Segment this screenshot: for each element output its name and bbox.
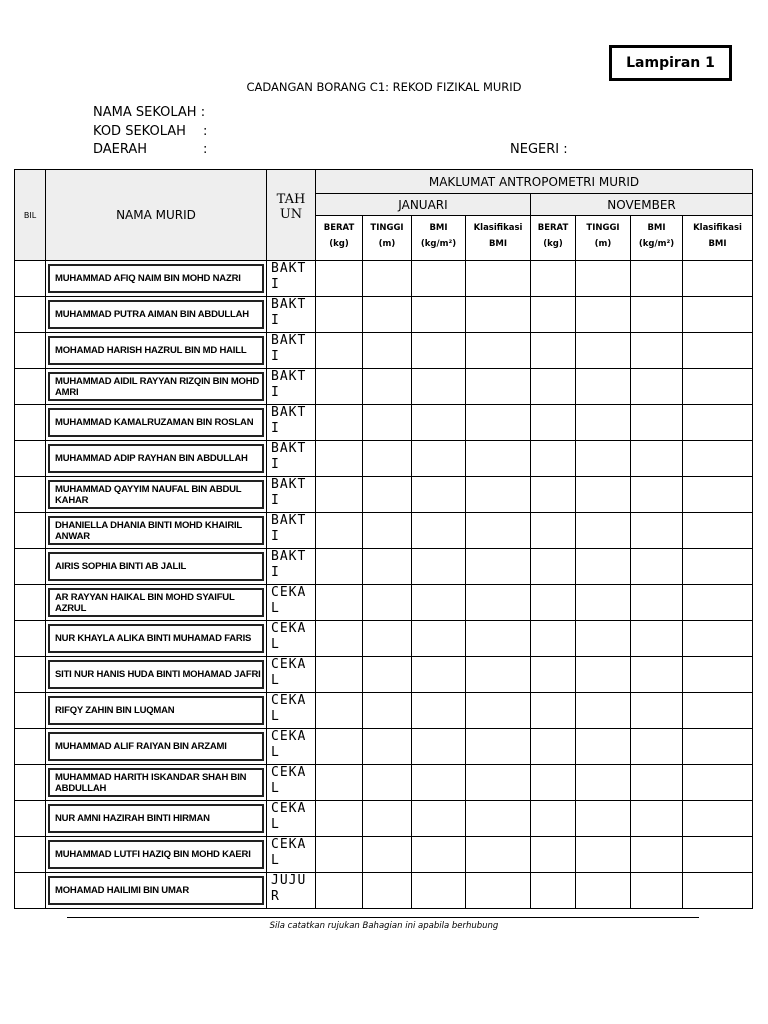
student-class: BAKTI [267, 513, 316, 549]
nov-berat-cell[interactable] [531, 477, 576, 513]
student-class: CEKAL [267, 729, 316, 765]
nov-tinggi-cell[interactable] [576, 765, 631, 801]
jan-berat-cell[interactable] [316, 441, 363, 477]
nov-bmi-cell[interactable] [631, 765, 683, 801]
student-name-cell [46, 441, 267, 477]
jan-bmi-cell[interactable] [412, 765, 466, 801]
student-name-cell [46, 261, 267, 297]
jan-tinggi-cell[interactable] [363, 729, 412, 765]
jan-bmi-cell[interactable] [412, 729, 466, 765]
jan-berat-cell[interactable] [316, 513, 363, 549]
student-name-cell [46, 513, 267, 549]
student-name: MUHAMMAD HARITH ISKANDAR SHAH BIN ABDULLAH [48, 768, 264, 797]
student-record-table [14, 169, 753, 909]
nov-bmi-cell[interactable] [631, 297, 683, 333]
nov-tinggi-cell[interactable] [576, 441, 631, 477]
nov-bmi-cell[interactable] [631, 621, 683, 657]
bil-cell [15, 693, 46, 729]
table-row [15, 837, 753, 873]
jan-bmi-cell[interactable] [412, 585, 466, 621]
student-class: BAKTI [267, 477, 316, 513]
table-row [15, 333, 753, 369]
jan-bmi-cell[interactable] [412, 873, 466, 909]
jan-berat-cell[interactable] [316, 297, 363, 333]
nov-bmi-cell[interactable] [631, 657, 683, 693]
table-row [15, 765, 753, 801]
nov-klasifikasi-cell[interactable] [683, 693, 753, 729]
nov-tinggi-cell[interactable] [576, 405, 631, 441]
nov-klasifikasi-cell[interactable] [683, 333, 753, 369]
nov-tinggi-cell[interactable] [576, 693, 631, 729]
jan-bmi-cell[interactable] [412, 333, 466, 369]
nov-bmi-cell[interactable] [631, 261, 683, 297]
jan-tinggi-cell[interactable] [363, 405, 412, 441]
bil-cell [15, 405, 46, 441]
nov-bmi-cell[interactable] [631, 837, 683, 873]
nov-klasifikasi-cell[interactable] [683, 297, 753, 333]
bil-cell [15, 657, 46, 693]
nov-berat-cell[interactable] [531, 657, 576, 693]
jan-bmi-cell[interactable] [412, 621, 466, 657]
table-row [15, 549, 753, 585]
jan-berat-cell[interactable] [316, 873, 363, 909]
student-class: CEKAL [267, 693, 316, 729]
nov-bmi-cell[interactable] [631, 333, 683, 369]
jan-tinggi-cell[interactable] [363, 801, 412, 837]
header-jan-klasifikasi: Klasifikasi BMI [466, 216, 531, 261]
nov-tinggi-cell[interactable] [576, 801, 631, 837]
nov-klasifikasi-cell[interactable] [683, 369, 753, 405]
header-jan-bmi: BMI (kg/m²) [412, 216, 466, 261]
nov-tinggi-cell[interactable] [576, 585, 631, 621]
student-name: MUHAMMAD AFIQ NAIM BIN MOHD NAZRI [48, 264, 264, 293]
jan-bmi-cell[interactable] [412, 513, 466, 549]
jan-berat-cell[interactable] [316, 585, 363, 621]
nov-berat-cell[interactable] [531, 765, 576, 801]
student-class: BAKTI [267, 261, 316, 297]
student-name: MUHAMMAD QAYYIM NAUFAL BIN ABDUL KAHAR [48, 480, 264, 509]
jan-klasifikasi-cell[interactable] [466, 513, 531, 549]
student-name-cell [46, 765, 267, 801]
student-name-cell [46, 693, 267, 729]
nov-tinggi-cell[interactable] [576, 837, 631, 873]
student-name: MUHAMMAD LUTFI HAZIQ BIN MOHD KAERI [48, 840, 264, 869]
footer-note: Sila catatkan rujukan Bahagian ini apabila berhubung [269, 921, 499, 931]
jan-klasifikasi-cell[interactable] [466, 621, 531, 657]
nov-bmi-cell[interactable] [631, 693, 683, 729]
table-row [15, 261, 753, 297]
jan-klasifikasi-cell[interactable] [466, 369, 531, 405]
jan-berat-cell[interactable] [316, 801, 363, 837]
student-name: MOHAMAD HAILIMI BIN UMAR [48, 876, 264, 905]
nov-klasifikasi-cell[interactable] [683, 621, 753, 657]
table-row [15, 369, 753, 405]
student-name: NUR KHAYLA ALIKA BINTI MUHAMAD FARIS [48, 624, 264, 653]
jan-berat-cell[interactable] [316, 477, 363, 513]
jan-klasifikasi-cell[interactable] [466, 585, 531, 621]
header-maklumat: MAKLUMAT ANTROPOMETRI MURID [316, 170, 753, 194]
jan-klasifikasi-cell[interactable] [466, 765, 531, 801]
table-row [15, 729, 753, 765]
bil-cell [15, 369, 46, 405]
student-name-cell [46, 297, 267, 333]
nov-tinggi-cell[interactable] [576, 873, 631, 909]
student-class: BAKTI [267, 369, 316, 405]
nov-tinggi-cell[interactable] [576, 657, 631, 693]
jan-tinggi-cell[interactable] [363, 333, 412, 369]
nov-klasifikasi-cell[interactable] [683, 837, 753, 873]
nov-bmi-cell[interactable] [631, 477, 683, 513]
header-bil: BIL [15, 170, 46, 261]
student-class: BAKTI [267, 405, 316, 441]
bil-cell [15, 729, 46, 765]
jan-bmi-cell[interactable] [412, 693, 466, 729]
header-januari: JANUARI [316, 194, 531, 216]
nov-klasifikasi-cell[interactable] [683, 585, 753, 621]
nov-bmi-cell[interactable] [631, 873, 683, 909]
student-class: CEKAL [267, 801, 316, 837]
table-row [15, 585, 753, 621]
nov-tinggi-cell[interactable] [576, 333, 631, 369]
jan-berat-cell[interactable] [316, 261, 363, 297]
nov-berat-cell[interactable] [531, 801, 576, 837]
nama-sekolah-field: NAMA SEKOLAH : [93, 105, 206, 120]
nov-klasifikasi-cell[interactable] [683, 477, 753, 513]
student-name-cell [46, 405, 267, 441]
bil-cell [15, 801, 46, 837]
student-name: MUHAMMAD AIDIL RAYYAN RIZQIN BIN MOHD AMRI [48, 372, 264, 401]
student-name: AR RAYYAN HAIKAL BIN MOHD SYAIFUL AZRUL [48, 588, 264, 617]
student-name: MUHAMMAD PUTRA AIMAN BIN ABDULLAH [48, 300, 264, 329]
table-row [15, 441, 753, 477]
jan-tinggi-cell[interactable] [363, 585, 412, 621]
jan-tinggi-cell[interactable] [363, 513, 412, 549]
nov-bmi-cell[interactable] [631, 513, 683, 549]
bil-cell [15, 261, 46, 297]
bil-cell [15, 297, 46, 333]
header-nov-tinggi: TINGGI (m) [576, 216, 631, 261]
student-name-cell [46, 801, 267, 837]
jan-klasifikasi-cell[interactable] [466, 873, 531, 909]
jan-klasifikasi-cell[interactable] [466, 261, 531, 297]
student-class: JUJUR [267, 873, 316, 909]
jan-berat-cell[interactable] [316, 693, 363, 729]
jan-klasifikasi-cell[interactable] [466, 549, 531, 585]
table-row [15, 801, 753, 837]
jan-klasifikasi-cell[interactable] [466, 693, 531, 729]
jan-bmi-cell[interactable] [412, 477, 466, 513]
table-row [15, 513, 753, 549]
student-name: MUHAMMAD ADIP RAYHAN BIN ABDULLAH [48, 444, 264, 473]
student-class: BAKTI [267, 297, 316, 333]
jan-tinggi-cell[interactable] [363, 477, 412, 513]
jan-berat-cell[interactable] [316, 657, 363, 693]
student-name: AIRIS SOPHIA BINTI AB JALIL [48, 552, 264, 581]
student-name-cell [46, 369, 267, 405]
student-name-cell [46, 621, 267, 657]
nov-klasifikasi-cell[interactable] [683, 729, 753, 765]
student-name-cell [46, 837, 267, 873]
jan-klasifikasi-cell[interactable] [466, 441, 531, 477]
nov-klasifikasi-cell[interactable] [683, 657, 753, 693]
student-class: BAKTI [267, 441, 316, 477]
student-name: NUR AMNI HAZIRAH BINTI HIRMAN [48, 804, 264, 833]
student-name: MUHAMMAD KAMALRUZAMAN BIN ROSLAN [48, 408, 264, 437]
header-jan-berat: BERAT (kg) [316, 216, 363, 261]
jan-klasifikasi-cell[interactable] [466, 801, 531, 837]
header-jan-tinggi: TINGGI (m) [363, 216, 412, 261]
nov-klasifikasi-cell[interactable] [683, 513, 753, 549]
footer-divider [67, 917, 699, 918]
nov-klasifikasi-cell[interactable] [683, 873, 753, 909]
student-class: CEKAL [267, 585, 316, 621]
nov-berat-cell[interactable] [531, 873, 576, 909]
student-name-cell [46, 477, 267, 513]
bil-cell [15, 621, 46, 657]
nov-bmi-cell[interactable] [631, 585, 683, 621]
nov-tinggi-cell[interactable] [576, 621, 631, 657]
bil-cell [15, 513, 46, 549]
nov-berat-cell[interactable] [531, 297, 576, 333]
negeri-field: NEGERI : [510, 142, 568, 157]
header-nama-murid: NAMA MURID [46, 170, 267, 261]
student-name: MUHAMMAD ALIF RAIYAN BIN ARZAMI [48, 732, 264, 761]
jan-bmi-cell[interactable] [412, 441, 466, 477]
jan-berat-cell[interactable] [316, 729, 363, 765]
nov-tinggi-cell[interactable] [576, 261, 631, 297]
student-class: CEKAL [267, 657, 316, 693]
jan-klasifikasi-cell[interactable] [466, 837, 531, 873]
nov-tinggi-cell[interactable] [576, 477, 631, 513]
nov-bmi-cell[interactable] [631, 405, 683, 441]
student-name: DHANIELLA DHANIA BINTI MOHD KHAIRIL ANWAR [48, 516, 264, 545]
header-november: NOVEMBER [531, 194, 753, 216]
student-name-cell [46, 729, 267, 765]
nov-klasifikasi-cell[interactable] [683, 441, 753, 477]
jan-klasifikasi-cell[interactable] [466, 657, 531, 693]
nov-berat-cell[interactable] [531, 441, 576, 477]
jan-bmi-cell[interactable] [412, 297, 466, 333]
student-name: SITI NUR HANIS HUDA BINTI MOHAMAD JAFRI [48, 660, 264, 689]
jan-tinggi-cell[interactable] [363, 657, 412, 693]
table-row [15, 477, 753, 513]
nov-berat-cell[interactable] [531, 369, 576, 405]
nov-berat-cell[interactable] [531, 621, 576, 657]
nov-tinggi-cell[interactable] [576, 729, 631, 765]
header-nov-berat: BERAT (kg) [531, 216, 576, 261]
student-class: CEKAL [267, 621, 316, 657]
table-row [15, 693, 753, 729]
nov-berat-cell[interactable] [531, 261, 576, 297]
jan-berat-cell[interactable] [316, 765, 363, 801]
jan-bmi-cell[interactable] [412, 657, 466, 693]
jan-bmi-cell[interactable] [412, 549, 466, 585]
nov-klasifikasi-cell[interactable] [683, 261, 753, 297]
jan-berat-cell[interactable] [316, 549, 363, 585]
lampiran-label: Lampiran 1 [609, 45, 732, 81]
jan-klasifikasi-cell[interactable] [466, 405, 531, 441]
jan-berat-cell[interactable] [316, 333, 363, 369]
jan-klasifikasi-cell[interactable] [466, 729, 531, 765]
bil-cell [15, 333, 46, 369]
nov-klasifikasi-cell[interactable] [683, 405, 753, 441]
form-title: CADANGAN BORANG C1: REKOD FIZIKAL MURID [246, 80, 522, 94]
jan-berat-cell[interactable] [316, 837, 363, 873]
jan-tinggi-cell[interactable] [363, 621, 412, 657]
nov-tinggi-cell[interactable] [576, 297, 631, 333]
bil-cell [15, 765, 46, 801]
header-tahun: TAH UN [267, 170, 316, 261]
nov-klasifikasi-cell[interactable] [683, 549, 753, 585]
jan-klasifikasi-cell[interactable] [466, 477, 531, 513]
jan-tinggi-cell[interactable] [363, 693, 412, 729]
nov-berat-cell[interactable] [531, 693, 576, 729]
table-row [15, 297, 753, 333]
nov-tinggi-cell[interactable] [576, 369, 631, 405]
table-row [15, 621, 753, 657]
student-name: MOHAMAD HARISH HAZRUL BIN MD HAILL [48, 336, 264, 365]
nov-bmi-cell[interactable] [631, 441, 683, 477]
jan-bmi-cell[interactable] [412, 837, 466, 873]
nov-berat-cell[interactable] [531, 549, 576, 585]
nov-berat-cell[interactable] [531, 837, 576, 873]
student-class: BAKTI [267, 333, 316, 369]
kod-sekolah-field: KOD SEKOLAH : [93, 124, 208, 139]
header-nov-bmi: BMI (kg/m²) [631, 216, 683, 261]
table-row [15, 405, 753, 441]
table-row [15, 873, 753, 909]
student-name-cell [46, 657, 267, 693]
jan-tinggi-cell[interactable] [363, 549, 412, 585]
header-nov-klasifikasi: Klasifikasi BMI [683, 216, 753, 261]
nov-berat-cell[interactable] [531, 333, 576, 369]
student-name-cell [46, 873, 267, 909]
jan-klasifikasi-cell[interactable] [466, 333, 531, 369]
jan-tinggi-cell[interactable] [363, 873, 412, 909]
jan-tinggi-cell[interactable] [363, 369, 412, 405]
nov-berat-cell[interactable] [531, 513, 576, 549]
student-name-cell [46, 333, 267, 369]
bil-cell [15, 549, 46, 585]
bil-cell [15, 585, 46, 621]
student-class: CEKAL [267, 837, 316, 873]
jan-bmi-cell[interactable] [412, 801, 466, 837]
student-name-cell [46, 549, 267, 585]
jan-tinggi-cell[interactable] [363, 297, 412, 333]
jan-berat-cell[interactable] [316, 369, 363, 405]
jan-klasifikasi-cell[interactable] [466, 297, 531, 333]
jan-bmi-cell[interactable] [412, 261, 466, 297]
nov-klasifikasi-cell[interactable] [683, 765, 753, 801]
nov-berat-cell[interactable] [531, 405, 576, 441]
student-name-cell [46, 585, 267, 621]
jan-bmi-cell[interactable] [412, 405, 466, 441]
nov-berat-cell[interactable] [531, 729, 576, 765]
jan-tinggi-cell[interactable] [363, 837, 412, 873]
student-name: RIFQY ZAHIN BIN LUQMAN [48, 696, 264, 725]
bil-cell [15, 441, 46, 477]
nov-tinggi-cell[interactable] [576, 513, 631, 549]
bil-cell [15, 873, 46, 909]
daerah-field: DAERAH : [93, 142, 208, 157]
jan-tinggi-cell[interactable] [363, 765, 412, 801]
nov-bmi-cell[interactable] [631, 369, 683, 405]
nov-bmi-cell[interactable] [631, 729, 683, 765]
table-row [15, 657, 753, 693]
nov-tinggi-cell[interactable] [576, 549, 631, 585]
nov-bmi-cell[interactable] [631, 549, 683, 585]
nov-berat-cell[interactable] [531, 585, 576, 621]
bil-cell [15, 477, 46, 513]
jan-tinggi-cell[interactable] [363, 441, 412, 477]
student-class: BAKTI [267, 549, 316, 585]
student-class: CEKAL [267, 765, 316, 801]
jan-berat-cell[interactable] [316, 621, 363, 657]
bil-cell [15, 837, 46, 873]
jan-berat-cell[interactable] [316, 405, 363, 441]
jan-bmi-cell[interactable] [412, 369, 466, 405]
jan-tinggi-cell[interactable] [363, 261, 412, 297]
nov-bmi-cell[interactable] [631, 801, 683, 837]
nov-klasifikasi-cell[interactable] [683, 801, 753, 837]
